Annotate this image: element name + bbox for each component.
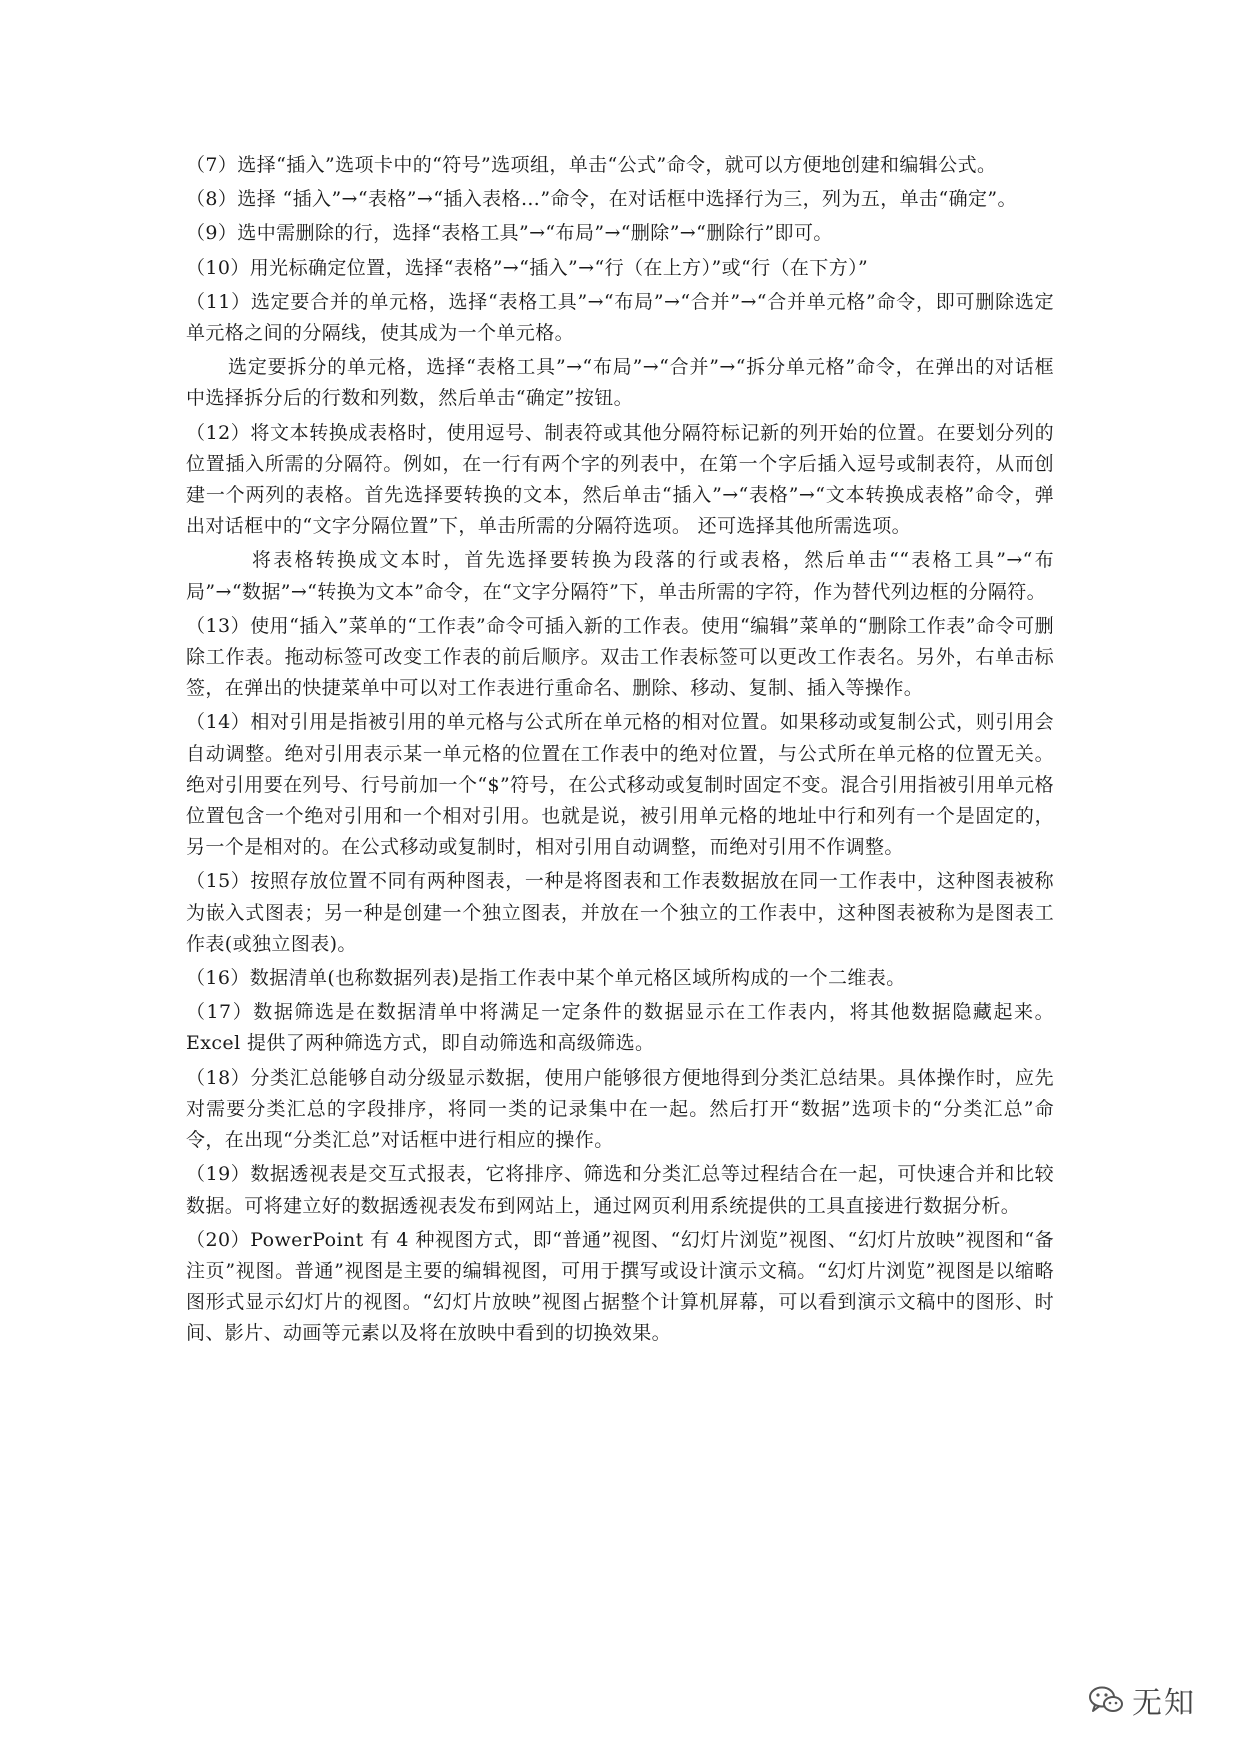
watermark [1088, 1678, 1196, 1722]
paragraph-20: （20）PowerPoint 有 4 种视图方式，即“普通”视图、“幻灯片浏览”视图、“幻灯片放映”视图和“备注页”视图。普通”视图是主要的编辑视图，可用于撰写或设计演示文稿。“幻灯片浏览”视图是以缩略图形式显示幻灯片的视图。“幻灯片放映”视图占据整个计算机屏幕，可以看到演示文稿中的图形、时间、影片、动画等元素以及将在放映中看到的切换效果。 [186, 1228, 1054, 1345]
paragraph-11: （11）选定要合并的单元格，选择“表格工具”→“布局”→“合并”→“合并单元格”命令，即可删除选定单元格之间的分隔线，使其成为一个单元格。 [186, 290, 1054, 345]
document-body [186, 150, 1054, 1353]
paragraph-7: （7）选择“插入”选项卡中的“符号”选项组，单击“公式”命令，就可以方便地创建和编辑公式。 [186, 154, 997, 176]
paragraph-19: （19）数据透视表是交互式报表，它将排序、筛选和分类汇总等过程结合在一起，可快速合并和比较数据。可将建立好的数据透视表发布到网站上，通过网页利用系统提供的工具直接进行数据分析。 [186, 1163, 1054, 1217]
paragraph-15: （15）按照存放位置不同有两种图表，一种是将图表和工作表数据放在同一工作表中，这种图表被称为嵌入式图表；另一种是创建一个独立图表，并放在一个独立的工作表中，这种图表被称为是图表工作表(或独立图表)。 [186, 870, 1054, 955]
paragraph-13: （13）使用“插入”菜单的“工作表”命令可插入新的工作表。使用“编辑”菜单的“删除工作表”命令可删除工作表。拖动标签可改变工作表的前后顺序。双击工作表标签可以更改工作表名。另外，右单击标签，在弹出的快捷菜单中可以对工作表进行重命名、删除、移动、复制、插入等操作。 [186, 614, 1054, 700]
paragraph-18: （18）分类汇总能够自动分级显示数据，使用户能够很方便地得到分类汇总结果。具体操作时，应先对需要分类汇总的字段排序，将同一类的记录集中在一起。然后打开“数据”选项卡的“分类汇总”命令，在出现“分类汇总”对话框中进行相应的操作。 [186, 1066, 1054, 1152]
paragraph-8: （8）选择 “插入”→“表格”→“插入表格…”命令，在对话框中选择行为三，列为五，单击“确定”。 [186, 188, 1017, 211]
paragraph-16: （16）数据清单(也称数据列表)是指工作表中某个单元格区域所构成的一个二维表。 [186, 967, 906, 990]
paragraph-9: （9）选中需删除的行，选择“表格工具”→“布局”→“删除”→“删除行”即可。 [186, 222, 833, 245]
paragraph-17: （17）数据筛选是在数据清单中将满足一定条件的数据显示在工作表内，将其他数据隐藏起来。Excel 提供了两种筛选方式，即自动筛选和高级筛选。 [186, 1001, 1054, 1055]
paragraph-14: （14）相对引用是指被引用的单元格与公式所在单元格的相对位置。如果移动或复制公式，则引用会自动调整。绝对引用表示某一单元格的位置在工作表中的绝对位置，与公式所在单元格的位置无关。绝对引用要在列号、行号前加一个“$”符号，在公式移动或复制时固定不变。混合引用指被引用单元格位置包含一个绝对引用和一个相对引用。也就是说，被引用单元格的地址中行和列有一个是固定的，另一个是相对的。在公式移动或复制时，相对引用自动调整，而绝对引用不作调整。 [186, 711, 1054, 859]
paragraph-12: （12）将文本转换成表格时，使用逗号、制表符或其他分隔符标记新的列开始的位置。在要划分列的位置插入所需的分隔符。例如，在一行有两个字的列表中，在第一个字后插入逗号或制表符，从而创建一个两列的表格。首先选择要转换的文本，然后单击“插入”→“表格”→“文本转换成表格”命令，弹出对话框中的“文字分隔位置”下，单击所需的分隔符选项。 还可选择其他所需选项。 [186, 421, 1054, 538]
paragraph-10: （10）用光标确定位置，选择“表格”→“插入”→“行（在上方）”或“行（在下方）” [186, 256, 869, 279]
paragraph-11-split: 选定要拆分的单元格，选择“表格工具”→“布局”→“合并”→“拆分单元格”命令，在弹出的对话框中选择拆分后的行数和列数，然后单击“确定”按钮。 [186, 356, 1054, 410]
wechat-icon [1088, 1685, 1124, 1715]
paragraph-12-convert: 将表格转换成文本时，首先选择要转换为段落的行或表格，然后单击““表格工具”→“布局”→“数据”→“转换为文本”命令，在“文字分隔符”下，单击所需的字符，作为替代列边框的分隔符。 [186, 549, 1054, 603]
watermark-text: 无知 [1132, 1686, 1196, 1721]
